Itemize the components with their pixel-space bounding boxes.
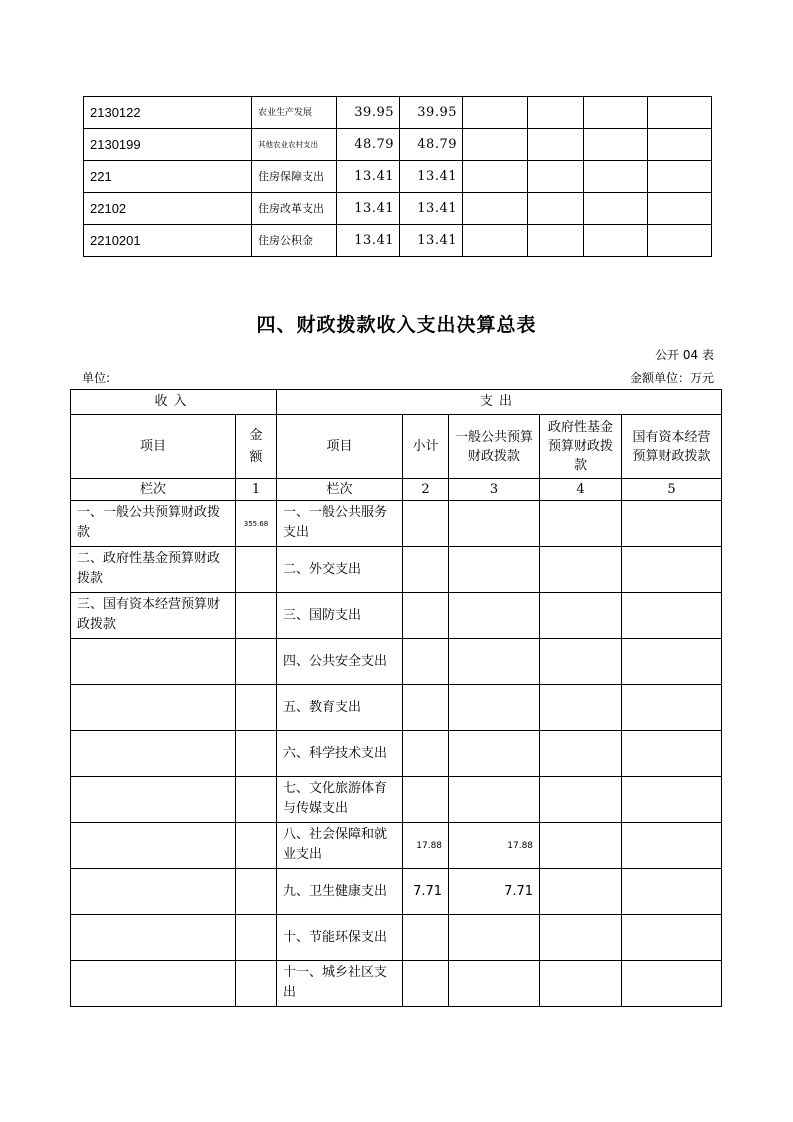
subtotal-value: [403, 685, 449, 731]
subtotal-value: [403, 731, 449, 777]
idx-label2: 栏次: [277, 479, 403, 501]
value-total: 39.95: [337, 97, 400, 129]
income-amount: [236, 915, 277, 961]
income-amount: [236, 685, 277, 731]
page-title: 四、财政拨款收入支出决算总表: [256, 314, 537, 336]
income-item: [71, 869, 236, 915]
income-item: [71, 731, 236, 777]
expense-item: 三、国防支出: [277, 593, 403, 639]
col-general: 一般公共预算财政拨款: [449, 415, 540, 479]
income-amount: [236, 961, 277, 1007]
table-row: [84, 161, 712, 193]
income-header: 收入: [71, 390, 277, 415]
expense-item: 六、科学技术支出: [277, 731, 403, 777]
expense-item: 一、一般公共服务支出: [277, 501, 403, 547]
table-row: [71, 777, 722, 823]
income-amount: [236, 593, 277, 639]
general-value: 7.71: [449, 869, 540, 915]
subtotal-value: [403, 915, 449, 961]
income-amount: [236, 547, 277, 593]
idx-label: 栏次: [71, 479, 236, 501]
subject-code: 2130199: [84, 129, 252, 161]
subject-name: 住房保障支出: [252, 161, 337, 193]
value-basic: 13.41: [400, 193, 463, 225]
table-row: [71, 639, 722, 685]
money-unit-label: 金额单位：万元: [629, 371, 714, 385]
general-value: [449, 547, 540, 593]
idx-1: 1: [236, 479, 277, 501]
subtotal-value: [403, 593, 449, 639]
general-value: [449, 731, 540, 777]
col-subtotal: 小计: [403, 415, 449, 479]
column-header-row: [71, 415, 722, 479]
value-total: 48.79: [337, 129, 400, 161]
income-item: [71, 685, 236, 731]
value-basic: 48.79: [400, 129, 463, 161]
general-value: 17.88: [449, 823, 540, 869]
income-item: [71, 961, 236, 1007]
table-row: [71, 547, 722, 593]
table-row: [71, 593, 722, 639]
income-amount: [236, 823, 277, 869]
fiscal-summary-table: [70, 389, 722, 1007]
subtotal-value: 17.88: [403, 823, 449, 869]
expense-item: 十、节能环保支出: [277, 915, 403, 961]
expense-item: 七、文化旅游体育与传媒支出: [277, 777, 403, 823]
table-row: [84, 225, 712, 257]
table-row: [71, 869, 722, 915]
general-value: [449, 777, 540, 823]
income-amount: [236, 869, 277, 915]
section-header-row: [71, 390, 722, 415]
subject-name: 其他农业农村支出: [252, 129, 337, 161]
idx-3: 3: [449, 479, 540, 501]
value-basic: 13.41: [400, 225, 463, 257]
table-row: [71, 731, 722, 777]
expense-item: 二、外交支出: [277, 547, 403, 593]
general-value: [449, 685, 540, 731]
col-item2: 项目: [277, 415, 403, 479]
col-item: 项目: [71, 415, 236, 479]
subject-name: 农业生产发展: [252, 97, 337, 129]
general-value: [449, 501, 540, 547]
idx-5: 5: [622, 479, 722, 501]
table-row: [71, 915, 722, 961]
index-row: [71, 479, 722, 501]
subtotal-value: [403, 639, 449, 685]
subject-code: 221: [84, 161, 252, 193]
subtotal-value: [403, 547, 449, 593]
general-value: [449, 961, 540, 1007]
subtotal-value: [403, 501, 449, 547]
continuation-table: [83, 96, 712, 257]
subject-code: 2130122: [84, 97, 252, 129]
subject-name: 住房公积金: [252, 225, 337, 257]
subtotal-value: 7.71: [403, 869, 449, 915]
expense-header: 支出: [277, 390, 722, 415]
expense-item: 九、卫生健康支出: [277, 869, 403, 915]
general-value: [449, 915, 540, 961]
income-amount: [236, 639, 277, 685]
expense-item: 四、公共安全支出: [277, 639, 403, 685]
subject-code: 2210201: [84, 225, 252, 257]
subtotal-value: [403, 961, 449, 1007]
expense-item: 五、教育支出: [277, 685, 403, 731]
table-row: [71, 501, 722, 547]
idx-4: 4: [540, 479, 622, 501]
table-row: [84, 193, 712, 225]
expense-item: 十一、城乡社区支出: [277, 961, 403, 1007]
income-amount: [236, 777, 277, 823]
income-item: [71, 915, 236, 961]
table-row: [84, 129, 712, 161]
value-total: 13.41: [337, 161, 400, 193]
form-number: 公开 04 表: [655, 348, 714, 362]
idx-2: 2: [403, 479, 449, 501]
income-item: [71, 823, 236, 869]
table-row: [84, 97, 712, 129]
col-amount: 金额: [236, 415, 277, 479]
table-row: [71, 685, 722, 731]
value-total: 13.41: [337, 193, 400, 225]
table-row: [71, 961, 722, 1007]
income-amount: 355.68: [236, 501, 277, 547]
col-state: 国有资本经营预算财政拨款: [622, 415, 722, 479]
income-item: [71, 639, 236, 685]
col-fund: 政府性基金预算财政拨款: [540, 415, 622, 479]
subtotal-value: [403, 777, 449, 823]
unit-label: 单位:: [82, 371, 111, 385]
income-item: 一、一般公共预算财政拨款: [71, 501, 236, 547]
general-value: [449, 639, 540, 685]
value-total: 13.41: [337, 225, 400, 257]
subject-code: 22102: [84, 193, 252, 225]
income-item: [71, 777, 236, 823]
value-basic: 39.95: [400, 97, 463, 129]
value-basic: 13.41: [400, 161, 463, 193]
table-row: [71, 823, 722, 869]
subject-name: 住房改革支出: [252, 193, 337, 225]
income-item: 二、政府性基金预算财政拨款: [71, 547, 236, 593]
income-item: 三、国有资本经营预算财政拨款: [71, 593, 236, 639]
general-value: [449, 593, 540, 639]
income-amount: [236, 731, 277, 777]
expense-item: 八、社会保障和就业支出: [277, 823, 403, 869]
